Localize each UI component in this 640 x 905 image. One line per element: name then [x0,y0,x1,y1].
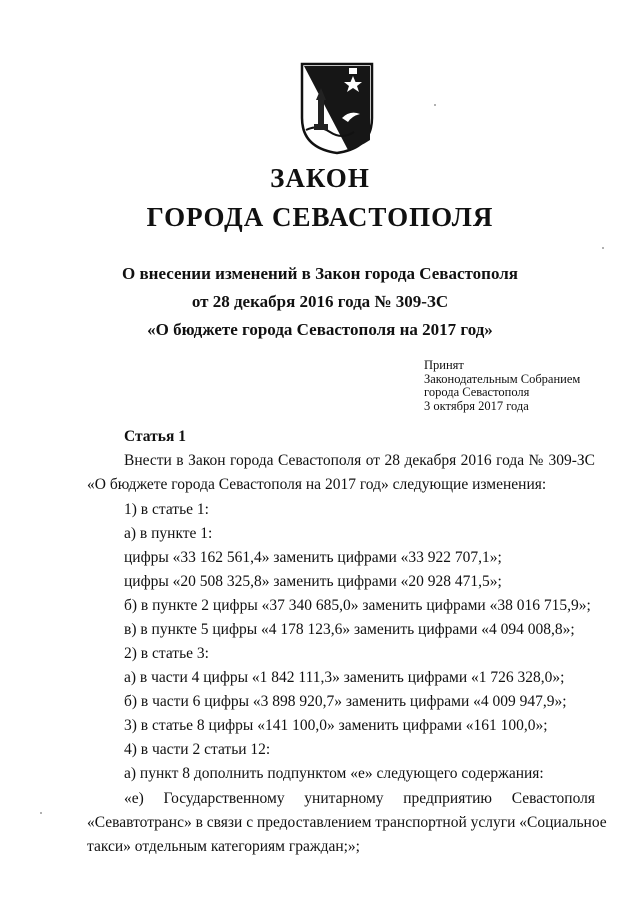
scan-speck [40,812,42,814]
quoted-text-line: «е) Государственному унитарному предприятию Севастополя [124,790,595,807]
subtitle-line-1: О внесении изменений в Закон города Севастополя [122,264,518,283]
article-intro-line: Внести в Закон города Севастополя от 28 декабря 2016 года № 309-ЗС [124,452,595,469]
list-item: 1) в статье 1: [124,501,209,518]
document-title: ЗАКОН [270,163,370,193]
article-heading: Статья 1 [124,428,186,445]
quoted-text-line: «Севавтотранс» в связи с предоставлением транспортной услуги «Социальное [87,814,607,831]
list-item: б) в части 6 цифры «3 898 920,7» заменить цифрами «4 009 947,9»; [124,693,567,710]
scan-speck [434,104,436,106]
subtitle-line-3: «О бюджете города Севастополя на 2017 год» [147,320,493,339]
adoption-date: 3 октября 2017 года [424,398,529,413]
subtitle-line-2: от 28 декабря 2016 года № 309-ЗС [191,292,449,311]
list-item: а) в части 4 цифры «1 842 111,3» заменить цифрами «1 726 328,0»; [124,669,565,686]
article-intro-line: «О бюджете города Севастополя на 2017 год» следующие изменения: [87,476,547,493]
adoption-line: Законодательным Собранием [424,371,581,386]
document-issuer: ГОРОДА СЕВАСТОПОЛЯ [146,202,494,232]
quoted-text-line: такси» отдельным категориям граждан;»; [87,838,360,855]
list-item: а) пункт 8 дополнить подпунктом «е» следующего содержания: [124,765,544,782]
list-item: а) в пункте 1: [124,525,213,542]
list-item: 2) в статье 3: [124,645,209,662]
list-item: цифры «20 508 325,8» заменить цифрами «20 928 471,5»; [124,573,502,590]
list-item: цифры «33 162 561,4» заменить цифрами «33 922 707,1»; [124,549,502,566]
adoption-line: города Севастополя [424,385,530,399]
list-item: 3) в статье 8 цифры «141 100,0» заменить цифрами «161 100,0»; [124,717,548,734]
list-item: в) в пункте 5 цифры «4 178 123,6» заменить цифрами «4 094 008,8»; [124,621,575,638]
adoption-block [424,359,580,413]
coat-of-arms-icon [298,60,376,156]
scan-speck [602,247,604,249]
adoption-line: Принят [424,358,464,372]
list-item: 4) в части 2 статьи 12: [124,741,271,758]
list-item: б) в пункте 2 цифры «37 340 685,0» заменить цифрами «38 016 715,9»; [124,597,591,614]
